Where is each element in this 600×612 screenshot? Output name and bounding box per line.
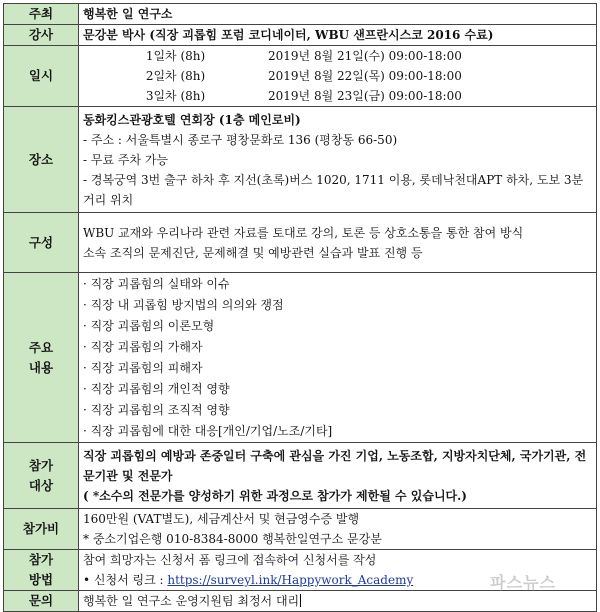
venue-address: - 주소 : 서울특별시 종로구 평창문화로 136 (평창동 66-50)	[83, 132, 398, 147]
row-schedule	[4, 46, 597, 107]
label-lecturer: 강사	[4, 25, 79, 46]
content-item: · 직장 괴롭힘의 조직적 영향	[83, 402, 230, 417]
value-venue	[79, 107, 597, 213]
structure-line-1: WBU 교재와 우리나라 관련 자료를 토대로 강의, 토론 등 상호소통을 통한 참여 방식	[83, 225, 524, 240]
audience-text: 직장 괴롭힘의 예방과 존중일터 구축에 관심을 가진 기업, 노동조합, 지방자치단체, 국가기관, 전문기관 및 전문가	[83, 448, 587, 483]
label-fee: 참가비	[4, 509, 79, 550]
value-content	[79, 273, 597, 443]
content-item: · 직장 내 괴롭힘 방지법의 의의와 쟁점	[83, 297, 284, 312]
value-fee	[79, 509, 597, 550]
apply-line-2	[83, 570, 592, 590]
label-apply-line-2: 방법	[28, 572, 54, 587]
content-item: · 직장 괴롭힘의 개인적 영향	[83, 381, 230, 396]
schedule-date: 2019년 8월 23일(금) 09:00-18:00	[268, 89, 462, 103]
row-apply	[4, 550, 597, 591]
row-structure	[4, 213, 597, 273]
value-schedule	[79, 46, 597, 107]
label-venue: 장소	[4, 107, 79, 213]
content-item: · 직장 괴롭힘의 실태와 이슈	[83, 276, 230, 291]
row-host	[4, 4, 597, 25]
content-item: · 직장 괴롭힘의 이론모형	[83, 318, 215, 333]
row-venue	[4, 107, 597, 213]
apply-line-1: 참여 희망자는 신청서 폼 링크에 접속하여 신청서를 작성	[83, 553, 377, 567]
row-fee	[4, 509, 597, 550]
value-apply	[79, 550, 597, 591]
schedule-date: 2019년 8월 22일(목) 09:00-18:00	[268, 69, 462, 83]
label-contact: 문의	[4, 591, 79, 612]
label-host: 주최	[4, 4, 79, 25]
value-audience	[79, 443, 597, 509]
text-cursor	[300, 594, 301, 607]
label-audience-line-1: 참가	[28, 457, 54, 473]
label-apply	[4, 550, 79, 591]
content-item: · 직장 괴롭힘의 피해자	[83, 360, 203, 375]
label-audience	[4, 443, 79, 509]
row-content	[4, 273, 597, 443]
value-structure	[79, 213, 597, 273]
label-audience-line-2: 대상	[28, 477, 54, 493]
row-contact	[4, 591, 597, 612]
audience-note: ( *소수의 전문가를 양성하기 위한 과정으로 참가가 제한될 수 있습니다.)	[83, 488, 467, 503]
watermark: 파스뉴스	[490, 573, 556, 592]
label-content	[4, 273, 79, 443]
value-host: 행복한 일 연구소	[79, 4, 597, 25]
venue-parking: - 무료 주차 가능	[83, 152, 169, 167]
schedule-day-2	[83, 66, 592, 86]
fee-line-1: 160만원 (VAT별도), 세금계산서 및 현금영수증 발행	[83, 512, 360, 526]
row-audience	[4, 443, 597, 509]
structure-line-2: 소속 조직의 문제진단, 문제해결 및 예방관련 실습과 발표 진행 등	[83, 245, 423, 260]
contact-text: 행복한 일 연구소 운영지원팀 최정서 대리	[83, 594, 300, 608]
schedule-day-1	[83, 46, 592, 66]
schedule-day-label: 1일차 (8h)	[145, 49, 206, 63]
venue-title: 동화킹스관광호텔 연회장 (1층 메인로비)	[83, 112, 301, 127]
schedule-date: 2019년 8월 21일(수) 09:00-18:00	[268, 49, 462, 63]
schedule-day-label: 3일차 (8h)	[145, 89, 206, 103]
label-content-line-2: 내용	[28, 359, 54, 375]
value-lecturer: 문강분 박사 (직장 괴롭힘 포럼 코디네이터, WBU 샌프란시스코 2016 수료)	[79, 25, 597, 46]
value-contact	[79, 591, 597, 612]
label-structure: 구성	[4, 213, 79, 273]
row-lecturer	[4, 25, 597, 46]
label-schedule: 일시	[4, 46, 79, 107]
application-form-link[interactable]: https://surveyl.ink/Happywork_Academy	[167, 573, 414, 587]
fee-line-2: * 중소기업은행 010-8384-8000 행복한일연구소 문강분	[83, 532, 382, 546]
content-item: · 직장 괴롭힘의 가해자	[83, 339, 203, 354]
content-item: · 직장 괴롭힘에 대한 대응[개인/기업/노조/기타]	[83, 423, 333, 438]
seminar-info-table	[3, 3, 597, 612]
venue-directions: - 경복궁역 3번 출구 하차 후 지선(초록)버스 1020, 1711 이용, 롯데낙천대APT 하차, 도보 3분거리 위치	[83, 172, 584, 207]
schedule-day-label: 2일차 (8h)	[145, 69, 206, 83]
label-content-line-1: 주요	[28, 339, 54, 355]
schedule-day-3	[83, 86, 592, 106]
apply-link-prefix: • 신청서 링크 :	[83, 573, 168, 587]
label-apply-line-1: 참가	[28, 552, 54, 567]
